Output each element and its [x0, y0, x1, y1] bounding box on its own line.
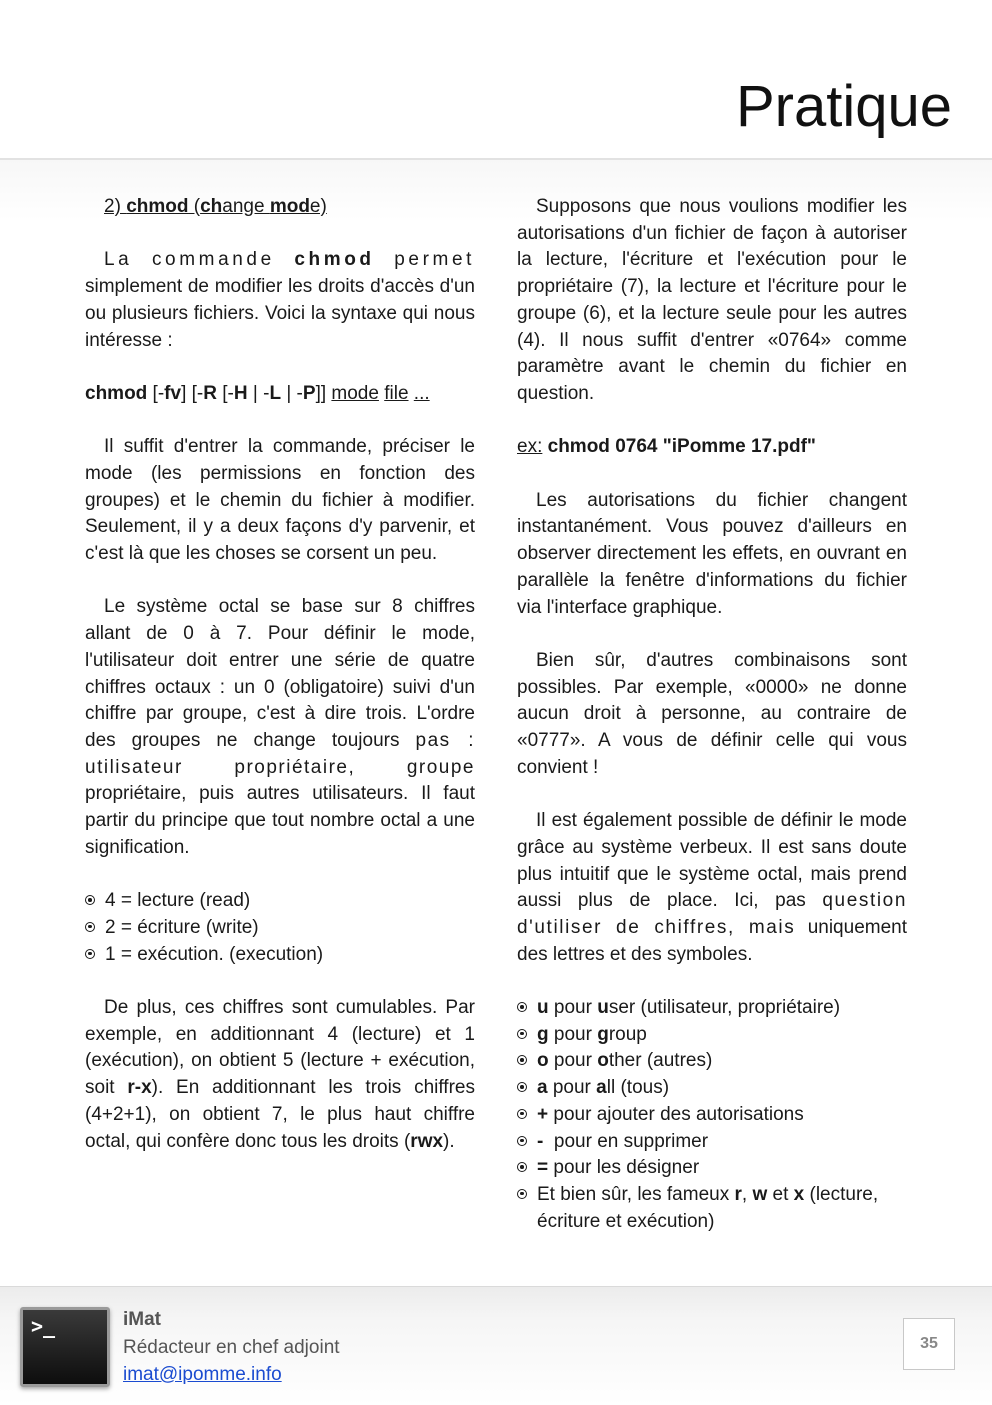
intro-text: La commande [104, 249, 295, 271]
symbol-key: x [793, 1183, 805, 1205]
symbol-highlight: a [596, 1077, 607, 1099]
radio-bullet-icon [517, 1189, 527, 1199]
list-item-text: pour ajouter des autorisations [548, 1103, 804, 1125]
syntax-option: R [203, 382, 217, 404]
syntax-command: chmod [85, 382, 148, 404]
intro-command: chmod [294, 249, 375, 271]
heading-highlight: ch [200, 196, 223, 217]
example-label: ex: [517, 436, 543, 458]
page-header [0, 0, 992, 160]
list-item [517, 1182, 907, 1235]
paragraph-text: uniquement des lettres et des symboles. [517, 916, 907, 965]
body-paragraph [517, 808, 907, 968]
list-item [85, 888, 475, 915]
body-paragraph [85, 594, 475, 861]
symbol-key: u [537, 997, 549, 1019]
list-item-text: pour [547, 1077, 597, 1099]
paragraph-text: pas : utilisateur propriétaire, groupe [85, 730, 475, 778]
paragraph-text: ). En additionnant les trois chiffres (4+2+1), on obtient 7, le plus haut chiffre octal, qui confère donc tous les droits ( [85, 1077, 475, 1152]
body-paragraph: Supposons que nous voulions modifier les autorisations d'un fichier de façon à autoriser la lecture, l'écriture et l'exécution pour le propriétaire (7), la lecture et l'écriture pour le groupe (6), et la lecture seule pour les autres (4). Il nous suffit d'entrer «0764» comme paramètre avant le chemin du fichier en question. [517, 196, 907, 404]
terminal-icon [20, 1307, 110, 1387]
permission-string: r-x [127, 1077, 152, 1099]
paragraph-text: ). [443, 1130, 455, 1152]
heading-text: ( [188, 196, 201, 217]
example-line [517, 434, 907, 461]
list-item [85, 942, 475, 969]
page-footer [0, 1286, 992, 1405]
syntax-part: ]] [315, 382, 332, 404]
list-item [517, 1022, 907, 1049]
list-item-text: ser (utilisateur, propriétaire) [608, 997, 841, 1019]
radio-bullet-icon [85, 949, 95, 959]
list-item-text: et [767, 1183, 794, 1205]
page-number: 35 [903, 1318, 955, 1370]
list-item-text: 2 = écriture (write) [105, 916, 259, 938]
symbol-key: a [537, 1077, 548, 1099]
syntax-option: L [269, 382, 282, 404]
intro-text: permet [374, 249, 475, 271]
list-item-text: ther (autres) [608, 1050, 713, 1072]
article-body [0, 160, 992, 1286]
list-item-text: Et bien sûr, les fameux [537, 1183, 735, 1205]
example-command: chmod 0764 "iPomme 17.pdf" [542, 436, 816, 458]
list-item-text: , [741, 1183, 753, 1205]
list-item [517, 1048, 907, 1075]
radio-bullet-icon [517, 1136, 527, 1146]
symbol-highlight: g [597, 1023, 609, 1045]
paragraph-text: propriétaire, puis autres utilisateurs. Il faut partir du principe que tout nombre octal a une signification. [85, 783, 475, 858]
intro-text: simplement de modifier les droits d'accès d'un ou plusieurs fichiers. Voici la syntaxe qui nous intéresse : [85, 276, 475, 351]
radio-bullet-icon [85, 922, 95, 932]
list-item-text: ll (tous) [606, 1077, 670, 1099]
syntax-part: ] [- [181, 382, 204, 404]
paragraph-text: De plus, ces chiffres sont cumulables. Par exemple, en additionnant 4 (lecture) et 1 (exécution), on obtient 5 (lecture + exécution, soit [85, 997, 475, 1099]
left-column [85, 194, 475, 1182]
syntax-argument: mode [331, 382, 379, 404]
list-item-text: 1 = exécution. (execution) [105, 943, 324, 965]
terminal-prompt: >_ [31, 1314, 56, 1338]
list-item [517, 1155, 907, 1182]
list-item-text: (lecture, écriture et exécution) [537, 1183, 879, 1232]
syntax-part: [- [216, 382, 234, 404]
list-item [85, 915, 475, 942]
body-paragraph: Il suffit d'entrer la commande, préciser le mode (les permissions en fonction des groupes) et le chemin du fichier à modifier. Seulement, il y a deux façons d'y parvenir, et c'est là que les choses se corsent un peu. [85, 436, 475, 565]
paragraph-text: Il est également possible de définir le mode grâce au système verbeux. Il est sans doute plus intuitif que le système octal, mais prend aussi plus de place. Ici, pas [517, 810, 907, 912]
body-paragraph [85, 995, 475, 1155]
permission-string: rwx [410, 1130, 444, 1152]
octal-values-list [85, 888, 475, 968]
body-paragraph: Les autorisations du fichier changent instantanément. Vous pouvez d'ailleurs en observer directement les effets, en ouvrant en parallèle la fenêtre d'informations du fichier via l'interface graphique. [517, 489, 907, 618]
syntax-line [85, 381, 475, 408]
heading-text: e) [309, 196, 327, 217]
list-item-text: pour les désigner [548, 1157, 700, 1179]
list-item [517, 1102, 907, 1129]
syntax-option: H [233, 382, 248, 404]
syntax-part: [- [147, 382, 165, 404]
list-item-text: pour [548, 1023, 598, 1045]
radio-bullet-icon [517, 1109, 527, 1119]
symbol-highlight: u [597, 997, 609, 1019]
paragraph-text: Le système octal se base sur 8 chiffres allant de 0 à 7. Pour définir le mode, l'utilisateur doit entrer une série de quatre chiffres octaux : un 0 (obligatoire) suivi d'un chiffre par groupe, c'est à dire trois. L'ordre des groupes ne change toujours [85, 596, 475, 751]
author-name: iMat [123, 1309, 161, 1330]
author-role: Rédacteur en chef adjoint [123, 1337, 340, 1358]
list-item-text: pour [548, 997, 598, 1019]
symbol-key: o [537, 1050, 549, 1072]
list-item-text: pour [548, 1050, 598, 1072]
syntax-argument: file [384, 382, 409, 404]
symbol-key: = [537, 1157, 549, 1179]
verbose-symbols-list [517, 995, 907, 1235]
heading-command: chmod [126, 196, 189, 217]
section-title: Pratique [735, 74, 952, 139]
list-item-text: roup [608, 1023, 647, 1045]
syntax-option: P [302, 382, 316, 404]
syntax-part: | - [247, 382, 270, 404]
symbol-key: - [537, 1130, 544, 1152]
syntax-argument: ... [413, 382, 430, 404]
radio-bullet-icon [517, 1029, 527, 1039]
symbol-highlight: o [597, 1050, 609, 1072]
list-item [517, 1129, 907, 1156]
body-paragraph: Bien sûr, d'autres combinaisons sont possibles. Par exemple, «0000» ne donne aucun droit à personne, au contraire de «0777». A vous de définir celle qui vous convient ! [517, 649, 907, 778]
radio-bullet-icon [517, 1055, 527, 1065]
symbol-key: + [537, 1103, 549, 1125]
symbol-key: r [734, 1183, 742, 1205]
syntax-option: fv [164, 382, 182, 404]
heading-highlight: mod [269, 196, 310, 217]
list-item [517, 1075, 907, 1102]
intro-paragraph [85, 247, 475, 354]
author-email-link[interactable]: imat@ipomme.info [123, 1364, 282, 1385]
syntax-part: | - [281, 382, 303, 404]
right-column [517, 194, 907, 1262]
heading-text: ange [222, 196, 270, 217]
radio-bullet-icon [517, 1162, 527, 1172]
symbol-key: g [537, 1023, 549, 1045]
section-heading [85, 194, 475, 221]
list-item-text: pour en supprimer [543, 1130, 709, 1152]
list-item-text: 4 = lecture (read) [105, 890, 251, 912]
radio-bullet-icon [85, 895, 95, 905]
paragraph-text: question d'utiliser de chiffres, mais [517, 890, 907, 938]
radio-bullet-icon [517, 1002, 527, 1012]
heading-number: 2) [104, 196, 127, 217]
radio-bullet-icon [517, 1082, 527, 1092]
symbol-key: w [752, 1183, 768, 1205]
list-item [517, 995, 907, 1022]
